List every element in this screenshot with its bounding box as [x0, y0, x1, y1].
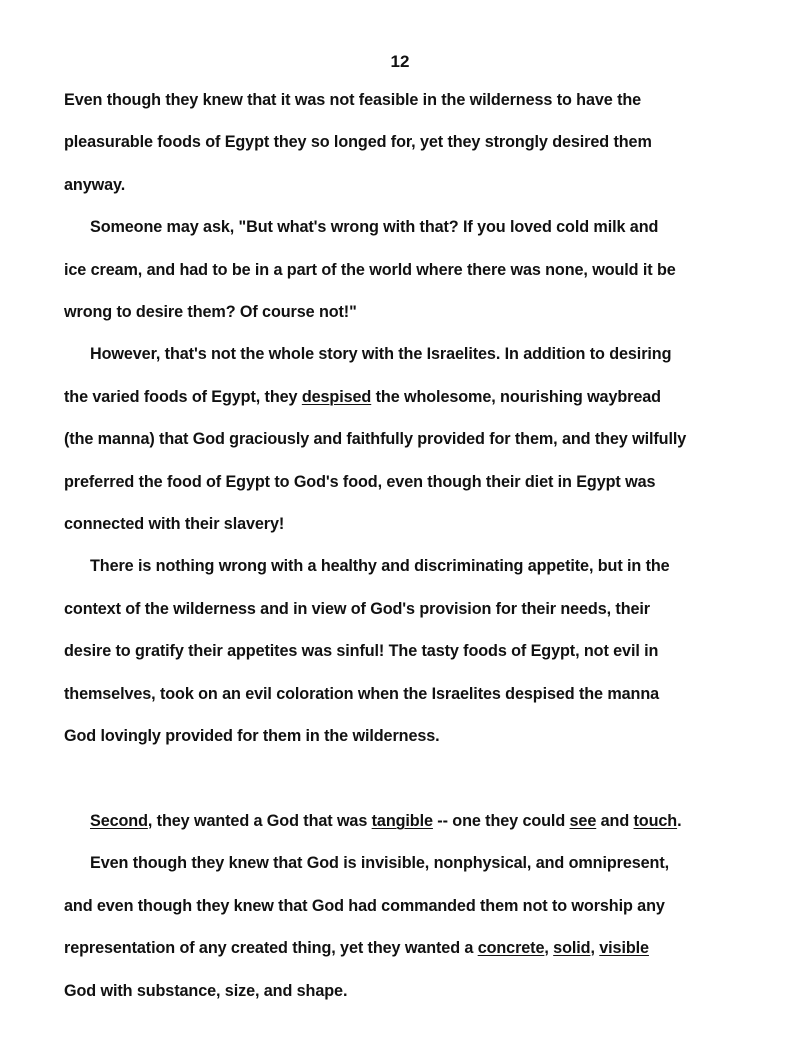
text-line: pleasurable foods of Egypt they so longed for, yet they strongly desired them: [64, 133, 652, 151]
underlined-word: Second: [90, 812, 148, 830]
text-span: ,: [590, 939, 600, 957]
text-line: context of the wilderness and in view of God's provision for their needs, their: [64, 600, 650, 618]
paragraph-start-line: There is nothing wrong with a healthy and discriminating appetite, but in the: [90, 557, 670, 575]
text-span: -- one they could: [432, 812, 570, 830]
page-number: 12: [390, 52, 410, 71]
underlined-word: despised: [301, 388, 372, 406]
paragraph-start-line: [90, 811, 681, 831]
text-line: and even though they knew that God had commanded them not to worship any: [64, 897, 665, 915]
text-span: .: [677, 812, 682, 830]
text-line: ice cream, and had to be in a part of the world where there was none, would it be: [64, 261, 676, 279]
text-line: [64, 387, 661, 407]
text-span: the varied foods of Egypt, they: [64, 388, 302, 406]
text-line: God with substance, size, and shape.: [64, 982, 348, 1000]
underlined-word: see: [569, 812, 597, 830]
text-line: [64, 938, 649, 958]
text-span: the wholesome, nourishing waybread: [371, 388, 661, 406]
text-line: God lovingly provided for them in the wilderness.: [64, 727, 440, 745]
underlined-word: solid: [553, 939, 591, 957]
text-span: and: [596, 812, 634, 830]
text-line: preferred the food of Egypt to God's food, even though their diet in Egypt was: [64, 473, 656, 491]
text-line: wrong to desire them? Of course not!": [64, 303, 357, 321]
text-line: connected with their slavery!: [64, 515, 285, 533]
paragraph-start-line: Even though they knew that God is invisible, nonphysical, and omnipresent,: [90, 854, 670, 872]
text-span: representation of any created thing, yet they wanted a: [64, 939, 478, 957]
underlined-word: tangible: [371, 812, 433, 830]
text-line: anyway.: [64, 176, 126, 194]
paragraph-start-line: Someone may ask, "But what's wrong with that? If you loved cold milk and: [90, 218, 659, 236]
text-line: (the manna) that God graciously and faithfully provided for them, and they wilfully: [64, 430, 687, 448]
text-span: , they wanted a God that was: [147, 812, 372, 830]
text-span: ,: [544, 939, 554, 957]
underlined-word: concrete: [477, 939, 545, 957]
underlined-word: visible: [599, 939, 649, 957]
text-line: Even though they knew that it was not feasible in the wilderness to have the: [64, 91, 642, 109]
text-line: themselves, took on an evil coloration when the Israelites despised the manna: [64, 685, 660, 703]
paragraph-start-line: However, that's not the whole story with the Israelites. In addition to desiring: [90, 345, 672, 363]
underlined-word: touch: [633, 812, 678, 830]
text-line: desire to gratify their appetites was sinful! The tasty foods of Egypt, not evil in: [64, 642, 659, 660]
